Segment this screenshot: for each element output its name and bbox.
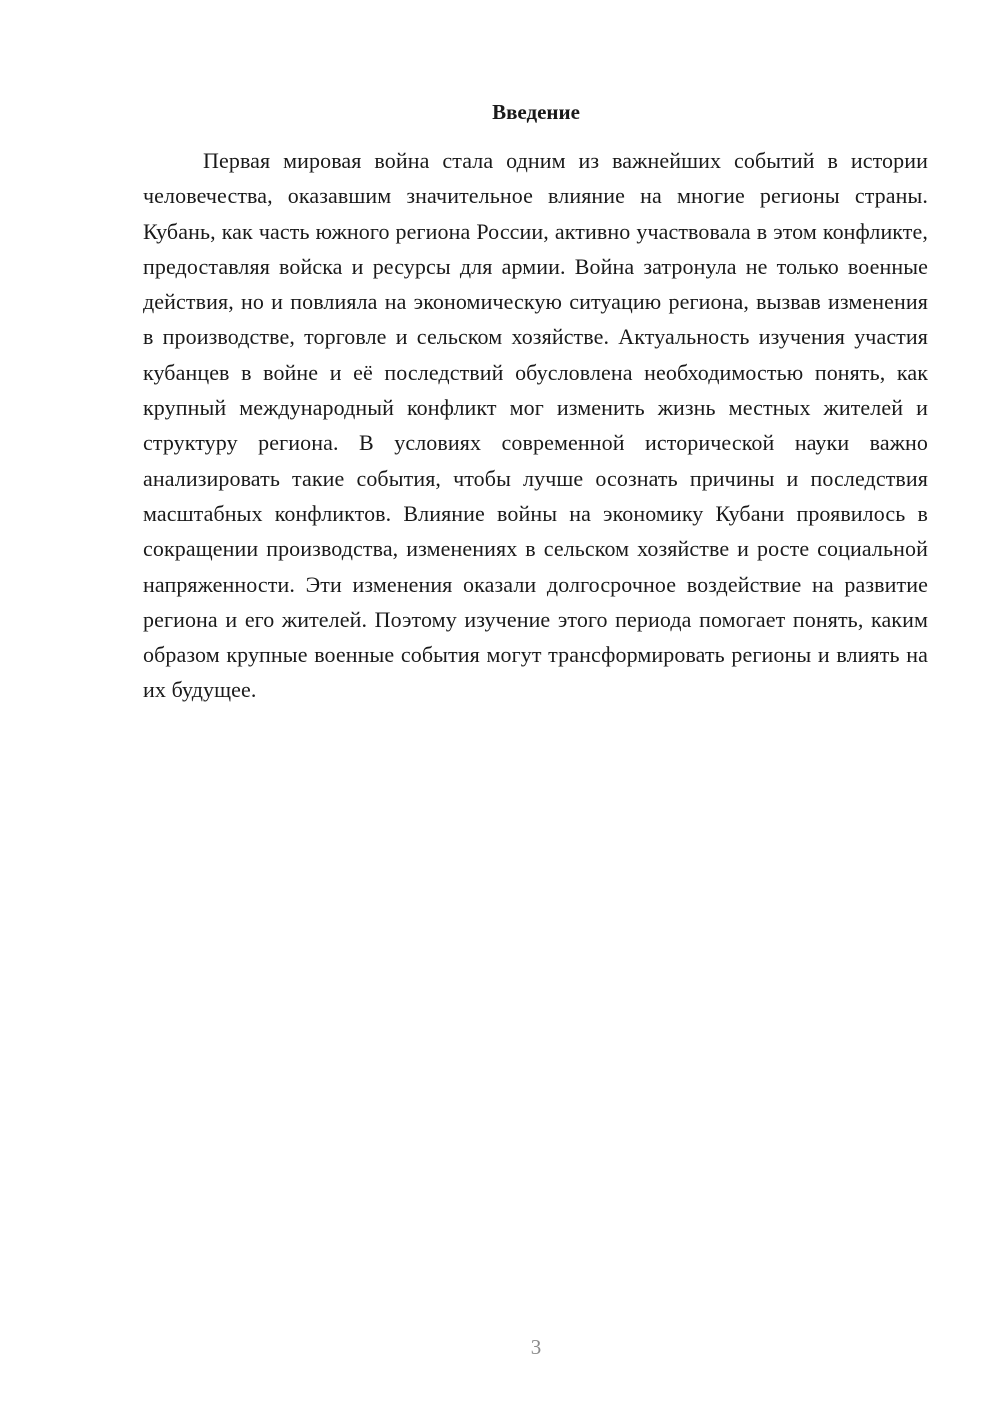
page-number: 3: [530, 1335, 542, 1359]
section-heading: Введение: [492, 100, 580, 124]
body-paragraph: Первая мировая война стала одним из важнейших событий в истории человечества, оказавшим значительное влияние на многие регионы страны. Кубань, как часть южного региона России, активно участвовала в этом конфликте, предоставляя войска и ресурсы для армии. Война затронула не только военные действия, но и повлияла на экономическую ситуацию региона, вызвав изменения в производстве, торговле и сельском хозяйстве. Актуальность изучения участия кубанцев в войне и её последствий обусловлена необходимостью понять, как крупный международный конфликт мог изменить жизнь местных жителей и структуру региона. В условиях современной исторической науки важно анализировать такие события, чтобы лучше осознать причины и последствия масштабных конфликтов. Влияние войны на экономику Кубани проявилось в сокращении производства, изменениях в сельском хозяйстве и росте социальной напряженности. Эти изменения оказали долгосрочное воздействие на развитие региона и его жителей. Поэтому изучение этого периода помогает понять, каким образом крупные военные события могут трансформировать регионы и влиять на их будущее.: [143, 148, 928, 703]
